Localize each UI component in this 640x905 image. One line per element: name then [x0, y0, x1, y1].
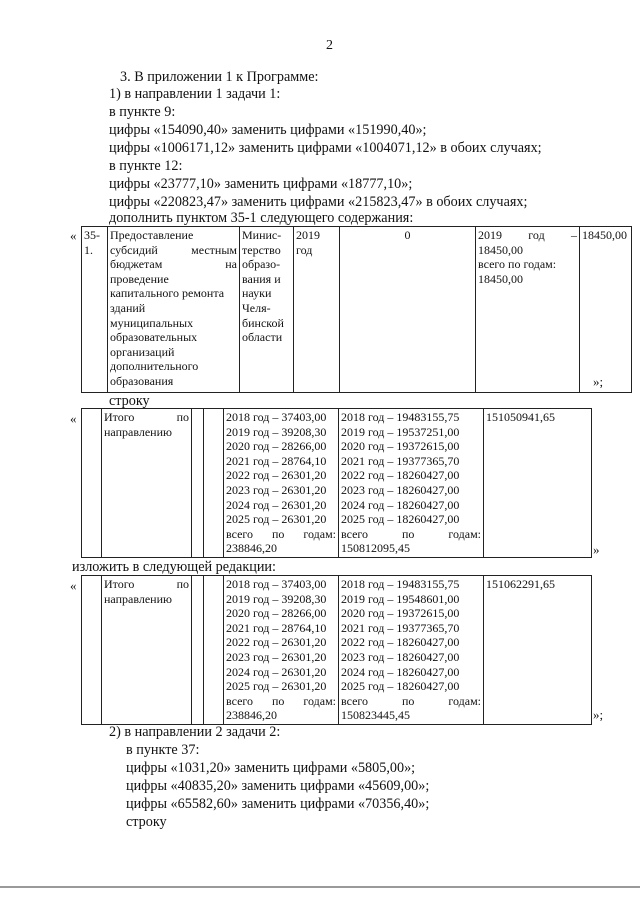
total-funds-cell: 151050941,65: [484, 409, 592, 558]
regional-total-word: всего: [341, 693, 369, 708]
regional-total-word: всего: [341, 526, 369, 541]
empty-cell: [204, 576, 224, 725]
regional-word: 2019: [478, 228, 502, 242]
federal-funds-cell: [224, 409, 339, 558]
federal-year-line: 2021 год – 28764,10: [226, 620, 327, 635]
item-name: [108, 227, 240, 393]
total-name-word: Итого: [104, 577, 135, 591]
item-name-line: капитального ремонта: [110, 286, 225, 301]
item-name-word: на: [225, 257, 237, 272]
federal-total-word: по: [271, 526, 285, 541]
regional-year-line: 2018 год – 19483155,75: [341, 410, 460, 424]
text-line: строку: [109, 393, 150, 409]
regional-year-line: 2022 год – 18260427,00: [341, 468, 460, 483]
regional-word: год: [528, 228, 545, 242]
item-name-line: образовательных: [110, 330, 198, 345]
total-funds-cell: 18450,00: [580, 227, 632, 393]
executor-line: Челя-: [242, 300, 271, 315]
executor-line: образо-: [242, 257, 281, 272]
total-name-word: по: [176, 410, 189, 424]
table2-open-quote: «: [70, 411, 77, 426]
federal-year-line: 2025 год – 26301,20: [226, 679, 327, 694]
federal-total-word: всего: [226, 526, 254, 541]
regional-year-line: 2025 год – 18260427,00: [341, 679, 460, 694]
item-name-word: местным: [191, 242, 237, 257]
item-name-line: дополнительного: [110, 359, 199, 374]
federal-total-word: всего: [226, 693, 254, 708]
regional-total-word: по: [401, 526, 415, 541]
total-name-cell: [102, 409, 192, 558]
federal-year-line: 2023 год – 26301,20: [226, 649, 327, 664]
regional-total-word: по: [401, 693, 415, 708]
executor-cell: [240, 227, 294, 393]
federal-year-line: 2024 год – 26301,20: [226, 497, 327, 512]
text-line: цифры «220823,47» заменить цифрами «215823,47» в обоих случаях;: [109, 194, 528, 210]
federal-year-line: 2022 год – 26301,20: [226, 635, 327, 650]
empty-cell: [192, 576, 204, 725]
item-name-word: бюджетам: [110, 257, 163, 272]
item-name-line: зданий: [110, 300, 146, 315]
regional-line: всего по годам:: [478, 257, 557, 272]
table2-close-quote: »: [593, 542, 600, 557]
text-line: строку: [126, 814, 167, 830]
regional-total-word: годам:: [448, 526, 481, 541]
table1-close-quote: »;: [593, 374, 604, 389]
regional-year-line: 2018 год – 19483155,75: [341, 577, 460, 591]
item-35-1-table: [81, 226, 632, 393]
regional-year-line: 2023 год – 18260427,00: [341, 649, 460, 664]
executor-line: Минис-: [242, 228, 282, 242]
regional-funds-cell: [339, 409, 484, 558]
item-name-word: субсидий: [110, 242, 158, 257]
total-name-cell: [102, 576, 192, 725]
direction-heading: 2) в направлении 2 задачи 2:: [109, 724, 281, 740]
regional-year-line: 2021 год – 19377365,70: [341, 453, 460, 468]
page-number: 2: [326, 38, 333, 53]
federal-year-line: 2021 год – 28764,10: [226, 453, 327, 468]
executor-line: бинской: [242, 315, 284, 330]
regional-year-line: 2025 год – 18260427,00: [341, 512, 460, 527]
old-total-table: [81, 408, 592, 558]
text-line: в пункте 12:: [109, 158, 183, 174]
empty-cell: [192, 409, 204, 558]
regional-year-line: 2020 год – 19372615,00: [341, 439, 460, 454]
text-line: цифры «65582,60» заменить цифрами «70356,40»;: [126, 796, 430, 812]
regional-year-line: 2023 год – 18260427,00: [341, 482, 460, 497]
item-name-line: образования: [110, 373, 174, 388]
text-line: изложить в следующей редакции:: [72, 559, 276, 575]
table1-open-quote: «: [70, 228, 77, 243]
regional-line: 18450,00: [478, 271, 523, 286]
text-line: цифры «1006171,12» заменить цифрами «1004071,12» в обоих случаях;: [109, 140, 542, 156]
executor-line: вания и: [242, 271, 281, 286]
item-name-line: организаций: [110, 344, 175, 359]
regional-total-word: годам:: [448, 693, 481, 708]
item-number: 35-1.: [82, 227, 108, 393]
federal-total-value: 238846,20: [226, 708, 277, 723]
regional-year-line: 2019 год – 19548601,00: [341, 591, 460, 606]
federal-year-line: 2018 год – 37403,00: [226, 410, 327, 424]
federal-year-line: 2024 год – 26301,20: [226, 664, 327, 679]
regional-year-line: 2021 год – 19377365,70: [341, 620, 460, 635]
federal-total-value: 238846,20: [226, 541, 277, 556]
federal-year-line: 2018 год – 37403,00: [226, 577, 327, 591]
federal-year-line: 2019 год – 39208,30: [226, 591, 327, 606]
regional-line: 18450,00: [478, 242, 523, 257]
total-funds-cell: 151062291,65: [484, 576, 592, 725]
federal-year-line: 2023 год – 26301,20: [226, 482, 327, 497]
federal-year-line: 2022 год – 26301,20: [226, 468, 327, 483]
empty-cell: [82, 409, 102, 558]
text-line: цифры «23777,10» заменить цифрами «18777,10»;: [109, 176, 413, 192]
regional-year-line: 2024 год – 18260427,00: [341, 664, 460, 679]
federal-total-word: годам:: [303, 526, 336, 541]
executor-line: области: [242, 330, 283, 345]
direction-heading: 1) в направлении 1 задачи 1:: [109, 86, 281, 102]
regional-year-line: 2019 год – 19537251,00: [341, 424, 460, 439]
total-name-word: по: [176, 577, 189, 591]
year-cell: 2019 год: [294, 227, 340, 393]
federal-funds-cell: 0: [340, 227, 476, 393]
total-name-line: направлению: [104, 424, 172, 439]
table3-close-quote: »;: [593, 707, 604, 722]
text-line: в пункте 37:: [126, 742, 200, 758]
regional-total-value: 150812095,45: [341, 541, 410, 556]
regional-year-line: 2024 год – 18260427,00: [341, 497, 460, 512]
regional-funds-cell: [339, 576, 484, 725]
federal-year-line: 2020 год – 28266,00: [226, 439, 327, 454]
empty-cell: [82, 576, 102, 725]
executor-line: науки: [242, 286, 272, 301]
federal-year-line: 2019 год – 39208,30: [226, 424, 327, 439]
total-name-line: направлению: [104, 591, 172, 606]
regional-year-line: 2020 год – 19372615,00: [341, 606, 460, 621]
section-heading: 3. В приложении 1 к Программе:: [120, 69, 319, 85]
item-name-line: Предоставление: [110, 228, 194, 242]
federal-total-word: по: [271, 693, 285, 708]
regional-total-value: 150823445,45: [341, 708, 410, 723]
empty-cell: [204, 409, 224, 558]
text-line: дополнить пунктом 35-1 следующего содержания:: [109, 210, 414, 226]
item-name-line: проведение: [110, 271, 169, 286]
scan-bottom-edge: [0, 886, 640, 888]
text-line: цифры «154090,40» заменить цифрами «151990,40»;: [109, 122, 427, 138]
table3-open-quote: «: [70, 578, 77, 593]
text-line: цифры «1031,20» заменить цифрами «5805,00»;: [126, 760, 416, 776]
text-line: цифры «40835,20» заменить цифрами «45609,00»;: [126, 778, 430, 794]
executor-line: терство: [242, 242, 281, 257]
item-name-line: муниципальных: [110, 315, 194, 330]
federal-year-line: 2020 год – 28266,00: [226, 606, 327, 621]
regional-funds-cell: [476, 227, 580, 393]
federal-total-word: годам:: [303, 693, 336, 708]
regional-year-line: 2022 год – 18260427,00: [341, 635, 460, 650]
federal-year-line: 2025 год – 26301,20: [226, 512, 327, 527]
federal-funds-cell: [224, 576, 339, 725]
regional-word: –: [570, 228, 577, 242]
total-name-word: Итого: [104, 410, 135, 424]
new-total-table: [81, 575, 592, 725]
text-line: в пункте 9:: [109, 104, 176, 120]
